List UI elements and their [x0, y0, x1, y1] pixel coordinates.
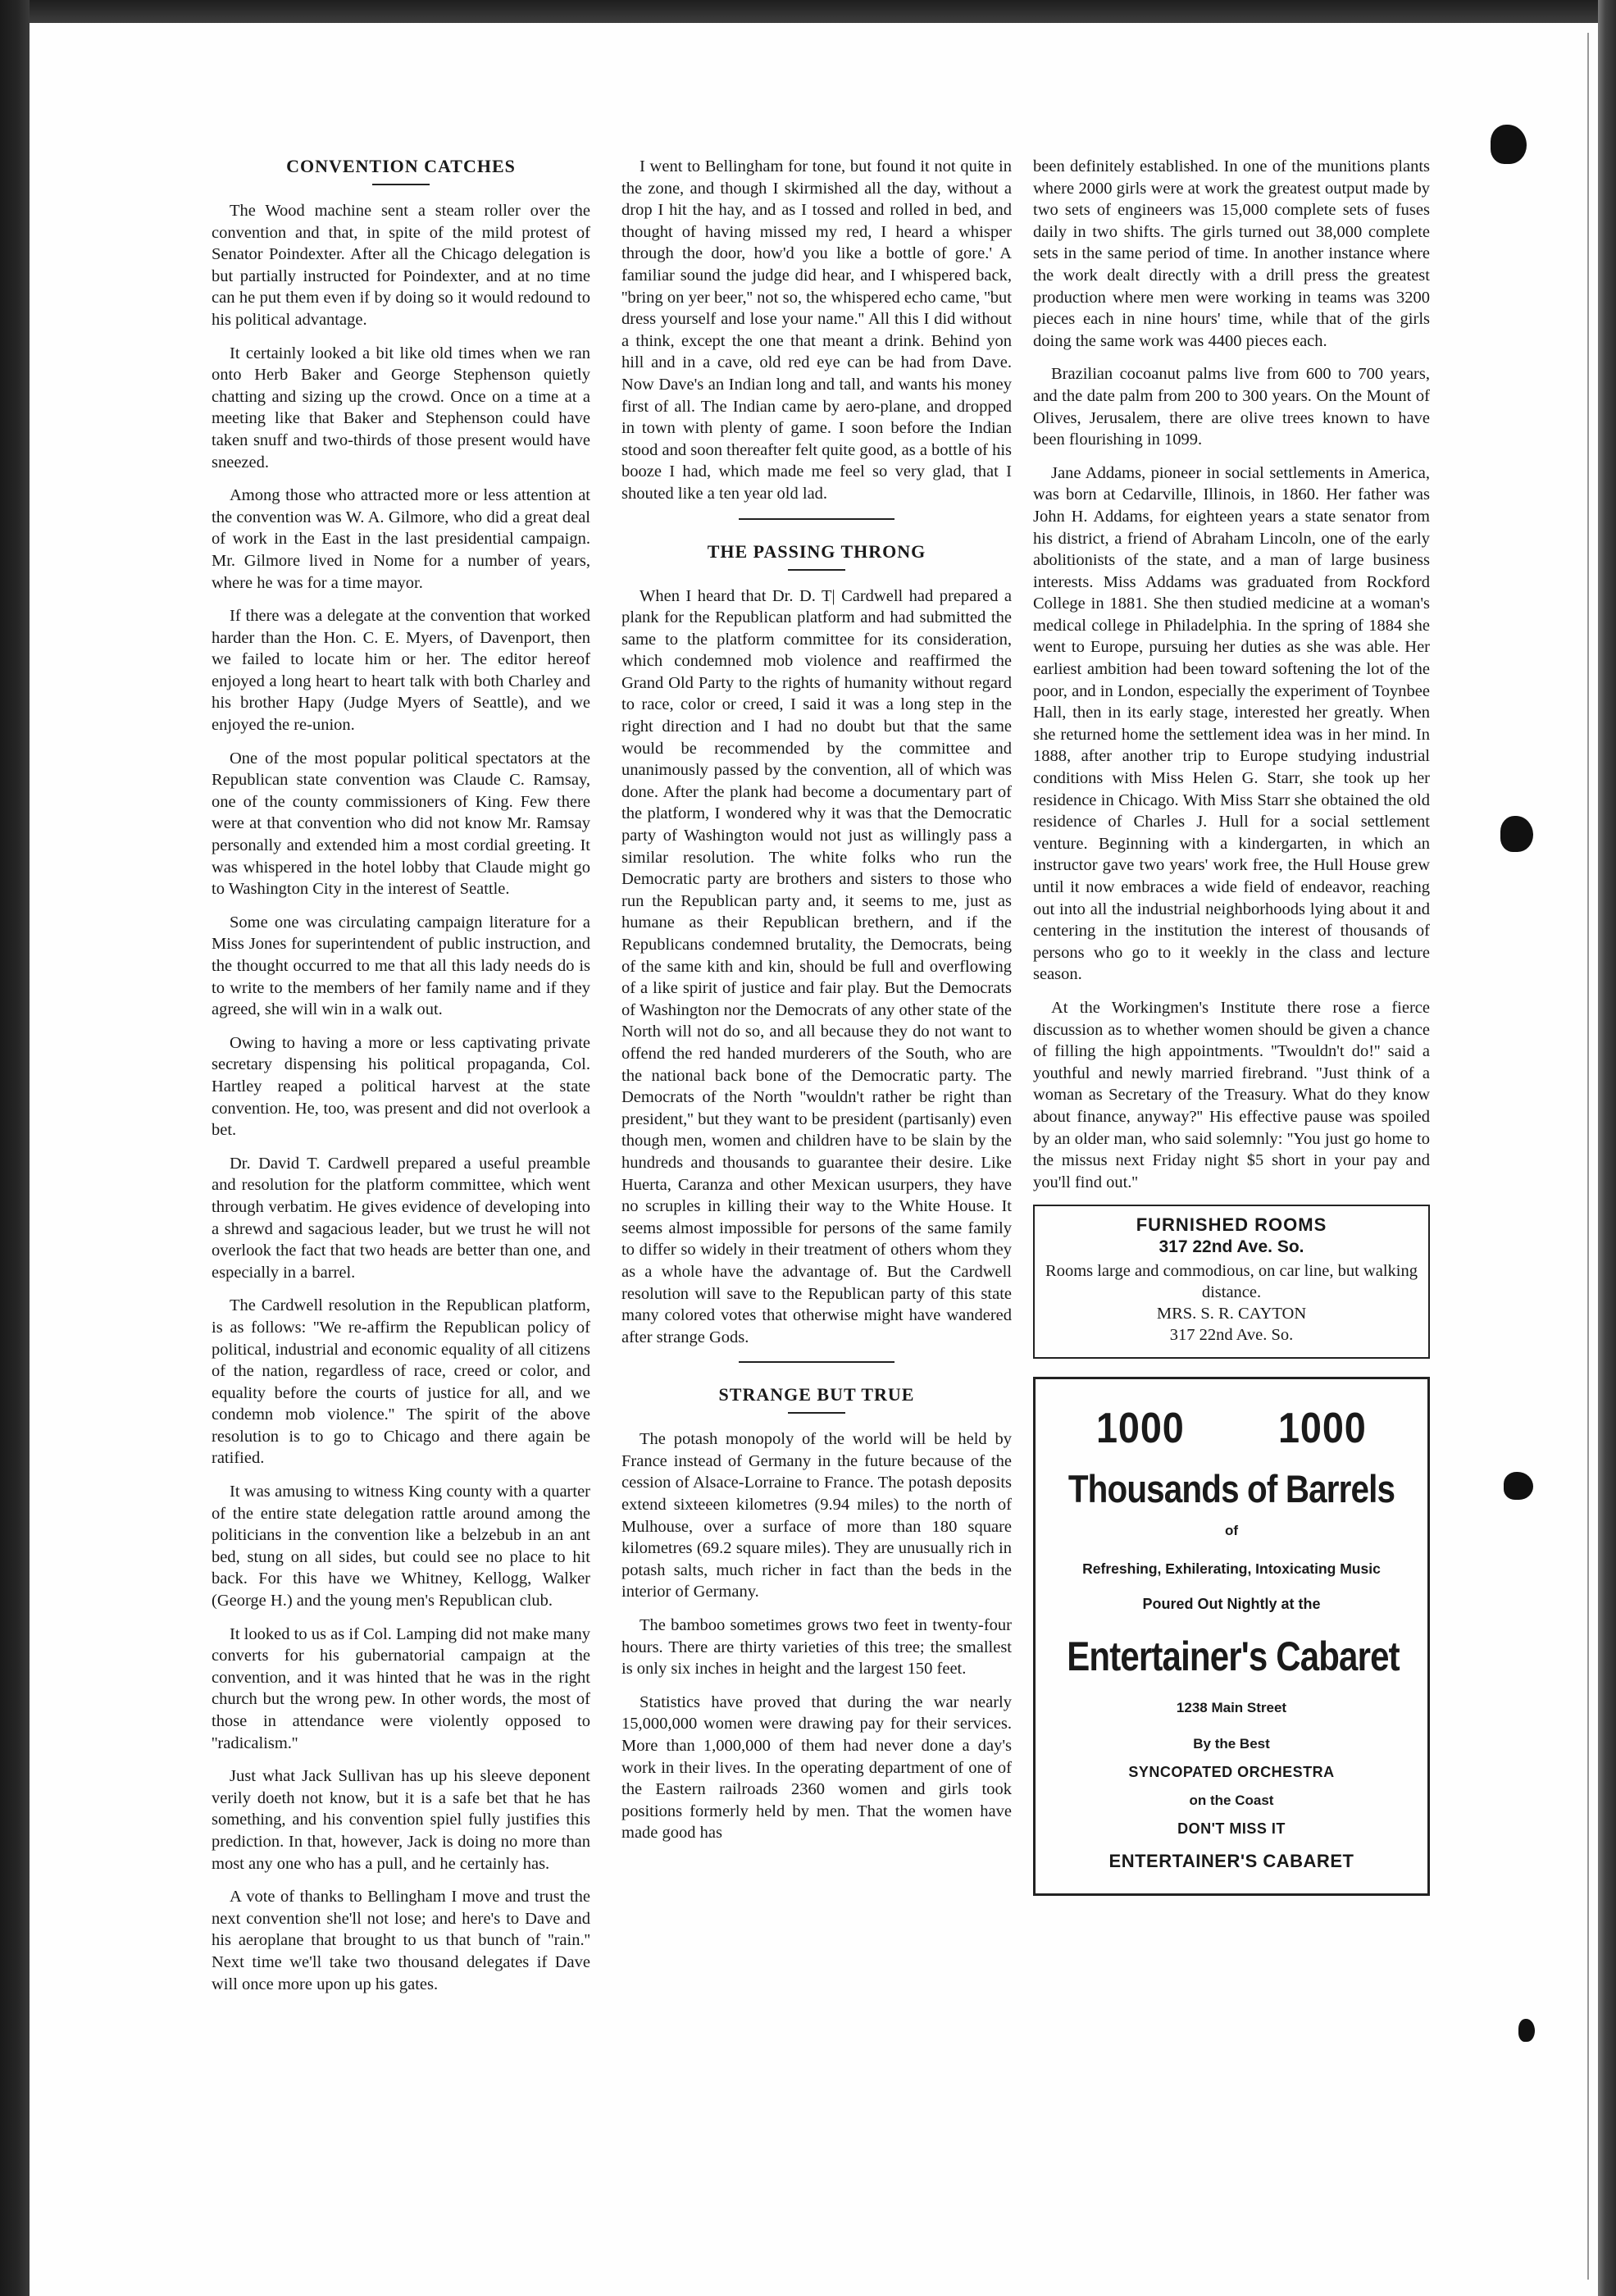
ad-contact-name: MRS. S. R. CAYTON — [1156, 1305, 1307, 1323]
ad-title: FURNISHED ROOMS — [1136, 1214, 1327, 1236]
ad-headline: Thousands of Barrels — [1067, 1467, 1395, 1511]
ad-number-left: 1000 — [1095, 1405, 1185, 1453]
ad-numbers — [1036, 1379, 1427, 1453]
article-paragraph: Just what Jack Sullivan has up his sleeve deponent verily doeth not know, but it is a safe bet that he has something, and his convention spiel fully justifies this prediction. In that, however, Jack is doing no more than most any one who has a pull, and he certainly has. — [212, 1767, 590, 1873]
ink-blot — [1504, 1472, 1533, 1500]
ad-contact-address: 317 22nd Ave. So. — [1169, 1326, 1294, 1345]
furnished-rooms-ad — [1033, 1205, 1430, 1359]
article-paragraph: The bamboo sometimes grows two feet in twenty-four hours. There are thirty varieties of this tree; the smallest is only six inches in height and the largest 150 feet. — [621, 1616, 1012, 1679]
ad-venue-caps: ENTERTAINER'S CABARET — [1108, 1851, 1354, 1872]
article-paragraph: Owing to having a more or less captivating private secretary dispensing his political propaganda, Col. Hartley reaped a political harvest at the state convention. He, too, was present and did not overlook a bet. — [212, 1033, 590, 1140]
article-paragraph: At the Workingmen's Institute there rose a fierce discussion as to whether women should be given a chance of filling the high appointments. ''Twouldn't do!'' said a youthful and newly married firebrand. ''Just think of a woman as Secretary of the Treasury. What do they know about finance, anyway?'' His effective pause was spoiled by an older man, who said solemnly: ''You just go home to the missus next Friday night $5 short in your pay and you'll find out.'' — [1033, 998, 1430, 1191]
heading-strange-but-true: STRANGE BUT TRUE — [718, 1384, 915, 1405]
heading-rule — [788, 569, 845, 571]
article-paragraph: It looked to us as if Col. Lamping did not make many converts for his gubernatorial campaign at the convention, and it was hinted that he was in the right church but the wrong pew. In other words, the most of those in attendance were violently opposed to ''radicalism.'' — [212, 1624, 590, 1752]
article-paragraph: It was amusing to witness King county with a quarter of the entire state delegation rattle around among the politicians in the convention like a belzebub in an ant bed, stung on all sides, but could see no place to hit back. For this have we Whitney, Kellogg, Walker (George H.) and the young men's Republican club. — [212, 1483, 590, 1610]
page-fold-line — [1587, 33, 1589, 2280]
article-paragraph: A vote of thanks to Bellingham I move and trust the next convention she'll not lose; and here's to Dave and his aeroplane that brought to us that bunch of ''rain.'' Next time we'll take two thousand delegates if Dave will once more upon up his gates. — [212, 1888, 590, 1993]
article-paragraph: Dr. David T. Cardwell prepared a useful preamble and resolution for the platform committee, which went through verbatim. He gives evidence of developing into a shrewd and sagacious leader, but we trust he will not overlook the fact that two heads are better than one, and especially in a barrel. — [212, 1154, 590, 1282]
ad-dont-miss: DON'T MISS IT — [1177, 1820, 1286, 1838]
article-paragraph: The Cardwell resolution in the Republican platform, is as follows: ''We re-affirm the Republican policy of political, industrial and economic equality of all citizens of the nation, regardless of race, creed or color, and equality before the courts of justice for all, and we condemn mob violence.'' The spirit of the above resolution is to go to Chicago and there again be ratified. — [212, 1296, 590, 1468]
article-paragraph: One of the most popular political spectators at the Republican state convention was Claude C. Ramsay, one of the county commissioners of King. Few there were at that convention who did not know Mr. Ramsay personally and extended him a most cordial greeting. It was whispered in the hotel lobby that Claude might go to Washington City in the interest of Seattle. — [212, 749, 590, 899]
article-paragraph: Brazilian cocoanut palms live from 600 to 700 years, and the date palm from 200 to 300 years. On the Mount of Olives, Jerusalem, there are olive trees known to have been flourishing in 1099. — [1033, 365, 1430, 449]
heading-rule — [788, 1412, 845, 1414]
ad-tagline: Refreshing, Exhilerating, Intoxicating Music — [1082, 1560, 1381, 1578]
cabaret-ad — [1033, 1377, 1430, 1896]
article-paragraph: been definitely established. In one of the munitions plants where 2000 girls were at work the greatest output made by two sets of engineers was 15,000 complete sets of fuses daily in two shifts. The girls turned out 38,000 complete sets in the same period of time. In another instance where the work dealt directly with a drill press the greatest production where men were working in teams was 3200 pieces each in nine hours' time, while that of the girls doing the same work was 4400 pieces each. — [1033, 157, 1430, 350]
column-middle — [621, 156, 1012, 1856]
ad-poured: Poured Out Nightly at the — [1142, 1596, 1321, 1613]
article-paragraph: The Wood machine sent a steam roller over the convention and that, in spite of the mild protest of Senator Poindexter. After all the Chicago delegation is but partially instructed for Poindexter, and at no time can he put them even if by doing so it would redound to his political advantage. — [212, 202, 590, 329]
ad-orchestra: SYNCOPATED ORCHESTRA — [1128, 1764, 1335, 1781]
ad-by: By the Best — [1193, 1736, 1270, 1752]
column-convention-catches — [212, 156, 590, 2007]
article-paragraph: When I heard that Dr. D. T| Cardwell had prepared a plank for the Republican platform and had submitted the same to the platform committee for its consideration, which condemned mob violence and reaffirmed the Grand Old Party to the rights of humanity without regard to race, color or creed, I said it was a long step in the right direction and I had no doubt but that the same would be recommended by the committee and unanimously passed by the convention, all of which was done. After the plank had become a documentary part of the platform, I wondered why it was that the Democratic party of Washington would not just as willingly pass a similar resolution. The white folks who run the Democratic party are brothers and sisters to those who run the Republican party and, it seems to me, just as humane as their Republican brethern, and if the Republicans condemned brutality, the Democrats, being of the same kith and kin, should be full and overflowing of a like spirit of justice and fair play. But the Democrats of Washington nor the Democrats of any other state of the North will not do so, and all because they do not want to offend the red handed murderers of the South, who are the national back bone of the Democratic party. The Democrats of the North ''wouldn't rather be right than president,'' but they want to be president (partisanly) even though men, women and children have to be slain by the hundreds and thousands to guarantee their desire. Like Huerta, Caranza and other Mexican usurpers, they have no scruples in killing their way to the White House. It seems almost impossible for persons of the same family to differ so widely in their treatment of others whom they as a whole have the advantage of. But the Cardwell resolution will save to the Republican party of this state many colored votes that otherwise might have wandered after strange Gods. — [621, 586, 1012, 1346]
ad-coast: on the Coast — [1189, 1793, 1274, 1809]
heading-passing-throng: THE PASSING THRONG — [707, 540, 926, 562]
article-paragraph: It certainly looked a bit like old times when we ran onto Herb Baker and George Stephenson quietly chatting and sizing up the crowd. Once on a time at a meeting like that Baker and Stephenson could have taken snuff and two-thirds of those present would have sneezed. — [212, 344, 590, 472]
ad-venue-address: 1238 Main Street — [1176, 1700, 1287, 1716]
section-rule — [739, 1361, 894, 1363]
article-paragraph: If there was a delegate at the convention that worked harder than the Hon. C. E. Myers, of Davenport, then we failed to locate him or her. The editor hereof enjoyed a long heart to heart talk with both Charley and his brother Hapy (Judge Myers of Seattle), and we enjoyed the re-union. — [212, 607, 590, 735]
section-rule — [739, 518, 894, 520]
heading-convention-catches: CONVENTION CATCHES — [286, 156, 516, 176]
scan-right-edge — [1598, 0, 1616, 2296]
article-paragraph: Among those who attracted more or less attention at the convention was W. A. Gilmore, who did a great deal of work in the East in the last presidential campaign. Mr. Gilmore lived in Nome for a number of years, where he was for a time mayor. — [212, 486, 590, 592]
ad-number-right: 1000 — [1278, 1405, 1368, 1453]
article-paragraph: Statistics have proved that during the war nearly 15,000,000 women were drawing pay for their services. More than 1,000,000 of them had never done a day's work in their lives. In the operating department of one of the Eastern railroads 2360 women and girls took positions formerly held by men. That the women have made good has — [621, 1692, 1012, 1843]
article-paragraph: The potash monopoly of the world will be held by France instead of Germany in the future because of the cession of Alsace-Lorraine to France. The potash deposits extend sixteeen kilometres (9.94 miles) to the north of Mulhouse, over a surface of more than 180 square kilometres (69.2 square miles). They are unusually rich in potash salts, much richer in fact than the beds in the interior of Germany. — [621, 1430, 1012, 1601]
column-right — [1033, 156, 1430, 1896]
bellingham-verse: I went to Bellingham for tone, but found it not quite in the zone, and though I skirmished all the day, without a drop I hit the hay, and as I tossed and rolled in bed, and thought of having missed my red, I heard a whisper through the door, how'd you like a bottle of gore.' A familiar sound the judge did hear, and I whispered back, ''bring on yer beer,'' not so, the whispered echo came, ''but dress yourself and lose your name.'' All this I did without a think, except the one that meant a drink. Behind yon hill and in a cave, old red eye can be had from Dave. Now Dave's an Indian long and tall, and wants his money first of all. The Indian came by aero-plane, and dropped in town with plenty of game. I soon before the Indian stood and soon thereafter felt quite good, as a bottle of his booze I had, which made me feel so very glad, that I shouted like a ten year old lad. — [621, 157, 1012, 503]
scan-left-edge — [0, 0, 30, 2296]
ad-body: Rooms large and commodious, on car line, but walking distance. — [1045, 1262, 1418, 1302]
ad-of: of — [1224, 1523, 1239, 1539]
article-paragraph: Some one was circulating campaign literature for a Miss Jones for superintendent of public instruction, and the thought occurred to me that all this lady needs do is to write to the members of her family name and if they agreed, she will win in a walk out. — [212, 913, 590, 1019]
ink-blot — [1500, 816, 1533, 852]
article-paragraph: Jane Addams, pioneer in social settlements in America, was born at Cedarville, Illinois, in 1860. Her father was John H. Addams, for eighteen years a state senator from his district, a friend of Abraham Lincoln, one of the early abolitionists of the state, and a man of large business interests. Miss Addams was graduated from Rockford College in 1881. She then studied medicine at a woman's medical college in Philadelphia. In the spring of 1884 she went to Europe, pursuing her duties as she was able. Her earliest ambition had been toward softening the lot of the poor, and in London, especially the experiment of Toynbee Hall, then in its early stage, interested her greatly. When she returned home the settlement idea was in her mind. In 1888, after another trip to Europe studying industrial conditions with Miss Helen G. Starr, she took up her residence in Chicago. With Miss Starr she obtained the old residence of Charles J. Hull for a social settlement venture. Beginning with a kindergarten, in which an instructor gave two years' work free, the Hull House grew until it now embraces a wide field of endeavor, reaching out into all the industrial neighborhoods lying about it and centering in the institution the interest of thousands of persons who go to it weekly in the class and lecture season. — [1033, 463, 1430, 984]
scan-top-edge — [0, 0, 1616, 23]
ad-address: 317 22nd Ave. So. — [1159, 1237, 1304, 1257]
ad-venue: Entertainer's Cabaret — [1067, 1633, 1400, 1680]
heading-rule — [372, 184, 430, 185]
ink-blot — [1491, 125, 1527, 164]
ink-blot — [1518, 2019, 1535, 2042]
